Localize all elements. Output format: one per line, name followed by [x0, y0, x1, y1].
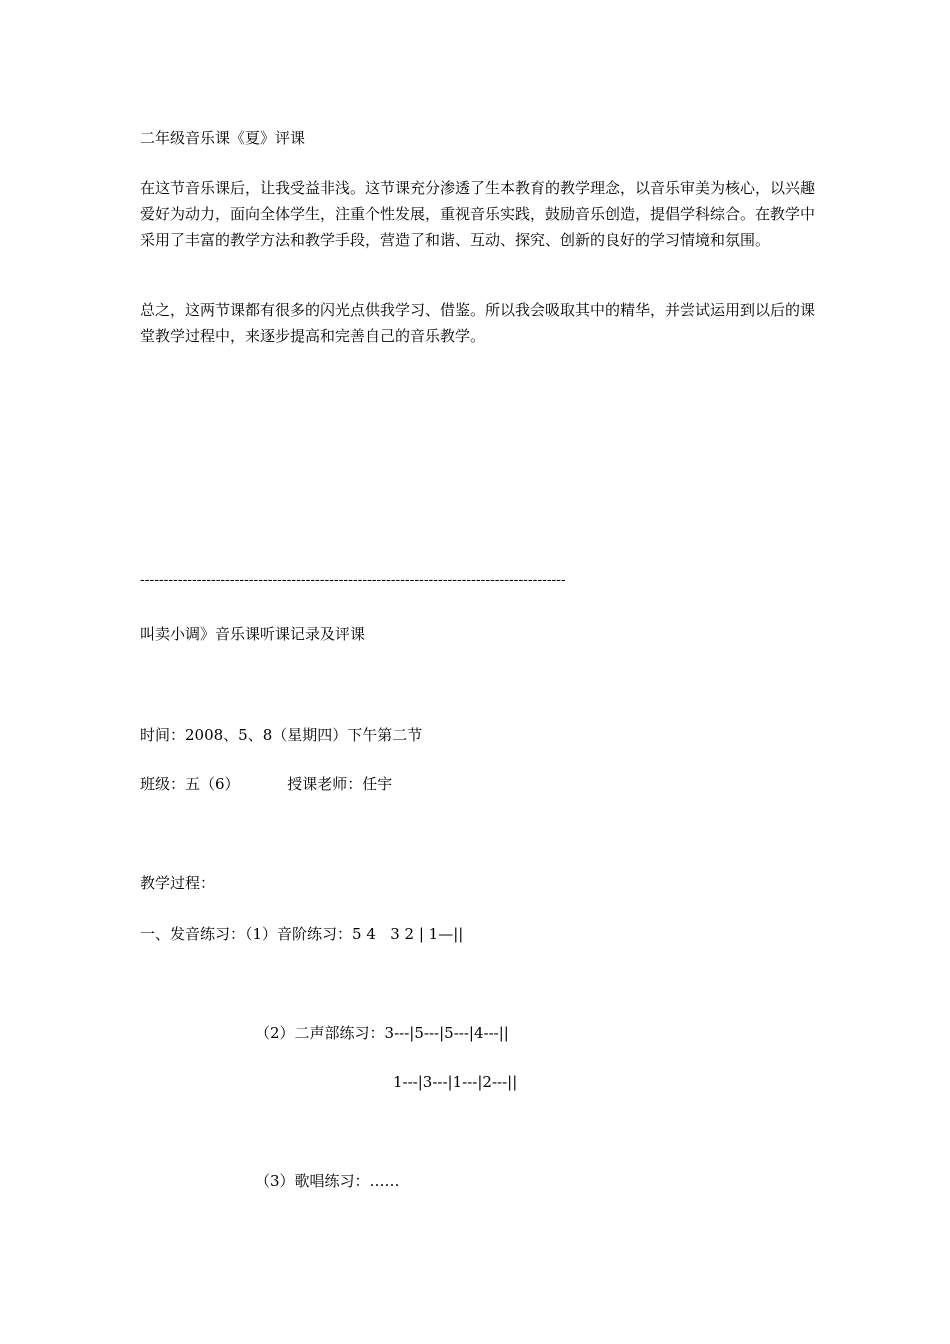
section-title: 二年级音乐课《夏》评课: [140, 129, 306, 147]
exercise-two-part-line2: 1---|3---|1---|2---||: [393, 1073, 518, 1091]
lesson-time: 时间：2008、5、8（星期四）下午第二节: [140, 726, 423, 744]
exercise-singing: （3）歌唱练习：……: [255, 1172, 400, 1190]
summary-paragraph: 总之，这两节课都有很多的闪光点供我学习、借鉴。所以我会吸取其中的精华，并尝试运用到以后的课堂教学过程中，来逐步提高和完善自己的音乐教学。: [140, 301, 816, 345]
section-divider: ------------------------------------------------------------------------------------------: [140, 572, 566, 588]
review-paragraph: 在这节音乐课后，让我受益非浅。这节课充分渗透了生本教育的教学理念，以音乐审美为核心，以兴趣爱好为动力，面向全体学生，注重个性发展，重视音乐实践，鼓励音乐创造，提倡学科综合。在教学中采用了丰富的教学方法和教学手段，营造了和谐、互动、探究、创新的良好的学习情境和氛围。: [140, 179, 816, 249]
exercise-scale: 一、发音练习：（1）音阶练习：5 4 3 2 | 1—||: [140, 925, 464, 943]
process-label: 教学过程：: [140, 874, 216, 892]
class-teacher-info: 班级：五（6） 授课老师：任宇: [140, 775, 393, 793]
exercise-two-part-line1: （2）二声部练习：3---|5---|5---|4---||: [255, 1024, 509, 1042]
lesson-title: 叫卖小调》音乐课听课记录及评课: [140, 625, 366, 643]
